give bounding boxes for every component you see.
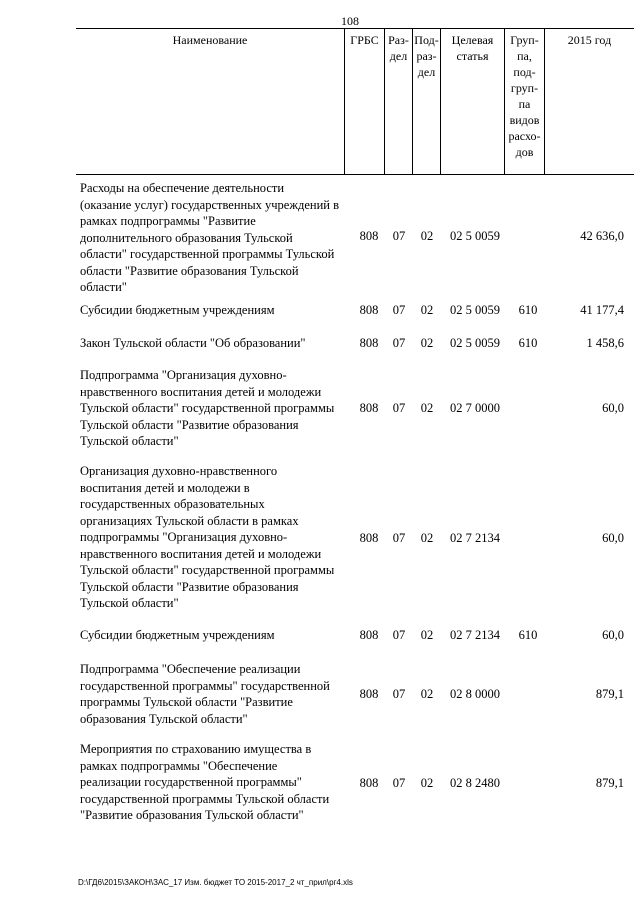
header-name: Наименование xyxy=(172,33,248,47)
header-target-article: Целевая статья xyxy=(440,29,504,174)
row-name: Организация духовно-нравственного воспитания детей и молодежи в государственных образовательных организациях Тульской области в рамках подпрограммы "Организация духовно- нравственного воспитания детей и молодежи Тульской области" государственной программы Тульской области "Развитие образования Тульской области" xyxy=(80,464,335,610)
page-number: 108 xyxy=(341,14,359,28)
cell-grbs: 808 xyxy=(359,776,379,790)
cell-podrazdel: 02 xyxy=(420,229,434,243)
cell-razdel: 07 xyxy=(392,776,406,790)
cell-razdel: 07 xyxy=(392,229,406,243)
cell-grbs: 808 xyxy=(359,628,379,642)
row-name: Субсидии бюджетным учреждениям xyxy=(80,303,275,317)
file-path-footer: D:\ГД6\2015\ЗАКОН\ЗАС_17 Изм. бюджет ТО 2015-2017_2 чт_прил\рг4.xls xyxy=(78,878,353,887)
cell-amount: 879,1 xyxy=(595,776,624,790)
cell-podrazdel: 02 xyxy=(420,401,434,415)
cell-grbs: 808 xyxy=(359,229,379,243)
header-podrazdel: Под- раз- дел xyxy=(412,29,440,174)
cell-podrazdel: 02 xyxy=(420,303,434,317)
cell-amount: 42 636,0 xyxy=(580,229,624,243)
cell-amount: 60,0 xyxy=(602,628,624,642)
row-name: Подпрограмма "Обеспечение реализации государственной программы" государственной программы Тульской области "Развитие образования Тульской области" xyxy=(80,662,330,726)
cell-amount: 41 177,4 xyxy=(580,303,624,317)
cell-expense-group: 610 xyxy=(518,628,538,642)
cell-target-article: 02 7 2134 xyxy=(450,628,500,642)
cell-grbs: 808 xyxy=(359,687,379,701)
cell-target-article: 02 5 0059 xyxy=(450,229,500,243)
cell-grbs: 808 xyxy=(359,531,379,545)
cell-amount: 60,0 xyxy=(602,531,624,545)
cell-razdel: 07 xyxy=(392,401,406,415)
cell-expense-group: 610 xyxy=(518,303,538,317)
header-grbs: ГРБС xyxy=(344,29,384,174)
cell-amount: 1 458,6 xyxy=(586,336,624,350)
cell-razdel: 07 xyxy=(392,336,406,350)
row-name: Подпрограмма "Организация духовно- нравственного воспитания детей и молодежи Тульской области" государственной программы Тульской области "Развитие образования Тульской области" xyxy=(80,368,335,448)
cell-podrazdel: 02 xyxy=(420,336,434,350)
cell-target-article: 02 5 0059 xyxy=(450,336,500,350)
cell-target-article: 02 7 0000 xyxy=(450,401,500,415)
table-header xyxy=(76,28,634,175)
row-name: Закон Тульской области "Об образовании" xyxy=(80,336,306,350)
cell-razdel: 07 xyxy=(392,687,406,701)
header-year: 2015 год xyxy=(544,29,634,174)
cell-target-article: 02 7 2134 xyxy=(450,531,500,545)
cell-razdel: 07 xyxy=(392,531,406,545)
cell-target-article: 02 5 0059 xyxy=(450,303,500,317)
cell-podrazdel: 02 xyxy=(420,628,434,642)
cell-grbs: 808 xyxy=(359,303,379,317)
cell-podrazdel: 02 xyxy=(420,776,434,790)
cell-razdel: 07 xyxy=(392,628,406,642)
cell-amount: 60,0 xyxy=(602,401,624,415)
cell-grbs: 808 xyxy=(359,401,379,415)
row-name: Мероприятия по страхованию имущества в рамках подпрограммы "Обеспечение реализации государственной программы" государственной программы Тульской области "Развитие образования Тульской области" xyxy=(80,742,330,822)
cell-razdel: 07 xyxy=(392,303,406,317)
row-name: Субсидии бюджетным учреждениям xyxy=(80,628,275,642)
cell-podrazdel: 02 xyxy=(420,531,434,545)
cell-grbs: 808 xyxy=(359,336,379,350)
cell-target-article: 02 8 0000 xyxy=(450,687,500,701)
cell-amount: 879,1 xyxy=(595,687,624,701)
cell-expense-group: 610 xyxy=(518,336,538,350)
header-expense-group: Груп- па, под- груп- па видов расхо- дов xyxy=(504,29,544,174)
header-razdel: Раз- дел xyxy=(384,29,412,174)
cell-target-article: 02 8 2480 xyxy=(450,776,500,790)
cell-podrazdel: 02 xyxy=(420,687,434,701)
row-name: Расходы на обеспечение деятельности (оказание услуг) государственных учреждений в рамках подпрограммы "Развитие дополнительного образования Тульской области" государственной программы Тульской области "Развитие образования Тульской области" xyxy=(80,181,339,294)
